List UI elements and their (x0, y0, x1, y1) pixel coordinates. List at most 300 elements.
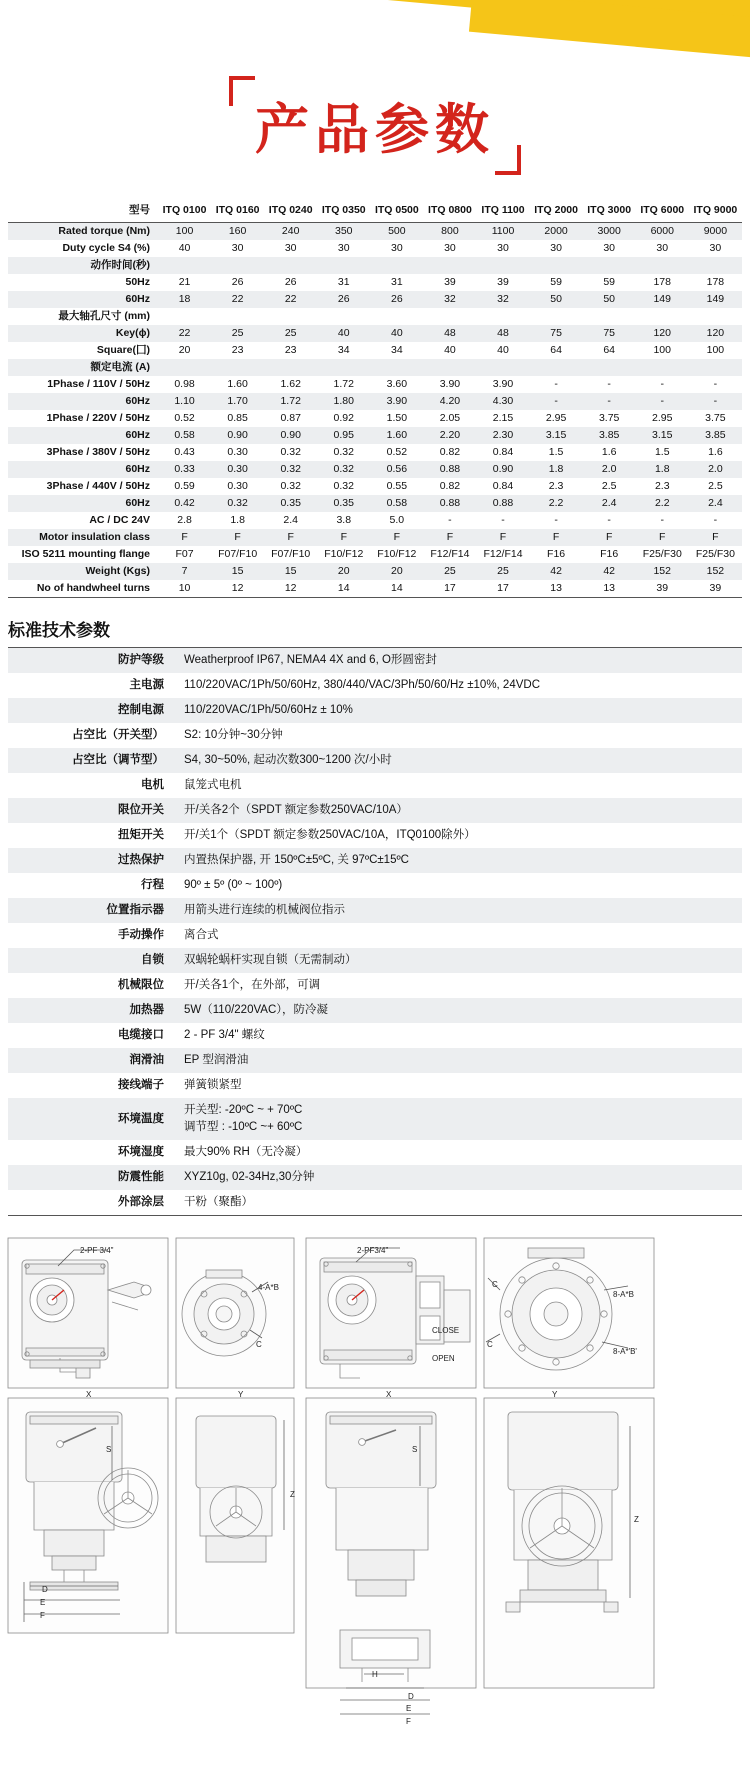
spec-cell: 40 (317, 325, 370, 342)
spec-cell: 30 (317, 240, 370, 257)
spec-cell: - (636, 512, 689, 529)
spec-cell: 34 (317, 342, 370, 359)
spec-cell: F (264, 529, 317, 546)
standard-param-row (8, 1140, 742, 1165)
spec-cell: 3.90 (423, 376, 476, 393)
dimension-label: D (42, 1585, 48, 1594)
spec-cell: 13 (530, 580, 583, 598)
standard-param-row (8, 648, 742, 674)
spec-cell: 3.8 (317, 512, 370, 529)
spec-cell: 25 (423, 563, 476, 580)
spec-cell: 120 (689, 325, 742, 342)
spec-row-label: 1Phase / 220V / 50Hz (8, 410, 158, 427)
spec-cell: 40 (370, 325, 423, 342)
spec-row-label: 额定电流 (A) (8, 359, 158, 376)
spec-cell: 7 (158, 563, 211, 580)
spec-model-header: ITQ 3000 (583, 202, 636, 223)
spec-table-row (8, 461, 742, 478)
spec-cell: 30 (476, 240, 529, 257)
spec-cell: 25 (264, 325, 317, 342)
spec-cell: 48 (423, 325, 476, 342)
spec-cell: 0.82 (423, 478, 476, 495)
spec-table-row (8, 512, 742, 529)
spec-model-header: ITQ 0500 (370, 202, 423, 223)
standard-param-value: 双蜗轮蜗杆实现自锁（无需制动） (178, 948, 742, 973)
spec-cell: 30 (211, 240, 264, 257)
standard-param-key: 电缆接口 (8, 1023, 178, 1048)
spec-cell: 31 (370, 274, 423, 291)
standard-param-value: 干粉（聚酯） (178, 1190, 742, 1216)
spec-cell: 2.0 (689, 461, 742, 478)
spec-cell: 1.70 (211, 393, 264, 410)
spec-cell (370, 359, 423, 376)
spec-cell: F10/F12 (317, 546, 370, 563)
standard-param-row (8, 1190, 742, 1216)
spec-table-row (8, 274, 742, 291)
standard-param-key: 机械限位 (8, 973, 178, 998)
spec-cell: 34 (370, 342, 423, 359)
spec-cell: 39 (423, 274, 476, 291)
standard-param-value: 开/关1个（SPDT 额定参数250VAC/10A，ITQ0100除外） (178, 823, 742, 848)
spec-model-header: ITQ 0800 (423, 202, 476, 223)
spec-cell: 1.62 (264, 376, 317, 393)
spec-cell: 2.95 (636, 410, 689, 427)
spec-cell: 42 (530, 563, 583, 580)
spec-cell: 2.4 (264, 512, 317, 529)
standard-param-value: 110/220VAC/1Ph/50/60Hz ± 10% (178, 698, 742, 723)
spec-cell: 2.3 (636, 478, 689, 495)
spec-cell: 2.4 (689, 495, 742, 512)
spec-cell: 2.0 (583, 461, 636, 478)
spec-cell: 17 (476, 580, 529, 598)
spec-cell: F25/F30 (689, 546, 742, 563)
spec-cell: 3.90 (370, 393, 423, 410)
spec-cell (264, 257, 317, 274)
spec-table-row (8, 580, 742, 598)
dimension-label: OPEN (432, 1354, 455, 1363)
spec-cell: 26 (211, 274, 264, 291)
spec-cell: 0.33 (158, 461, 211, 478)
spec-cell: 149 (689, 291, 742, 308)
spec-table-row (8, 325, 742, 342)
standard-param-value: 90º ± 5º (0º ~ 100º) (178, 873, 742, 898)
spec-cell: F (211, 529, 264, 546)
standard-param-value: 离合式 (178, 923, 742, 948)
spec-cell: 40 (423, 342, 476, 359)
standard-params-table (8, 647, 742, 1216)
spec-cell: F (423, 529, 476, 546)
spec-table (8, 202, 742, 598)
spec-table-row (8, 376, 742, 393)
spec-cell: 50 (583, 291, 636, 308)
standard-param-key: 位置指示器 (8, 898, 178, 923)
spec-cell: 152 (636, 563, 689, 580)
spec-cell: 0.32 (211, 495, 264, 512)
standard-param-value: Weatherproof IP67, NEMA4 4X and 6, O形圆密封 (178, 648, 742, 674)
spec-cell: 22 (158, 325, 211, 342)
spec-cell (423, 308, 476, 325)
spec-cell: 1.72 (317, 376, 370, 393)
standard-param-row (8, 673, 742, 698)
spec-row-label: 60Hz (8, 461, 158, 478)
spec-cell (583, 359, 636, 376)
standard-param-row (8, 973, 742, 998)
spec-cell: - (583, 512, 636, 529)
spec-cell: 18 (158, 291, 211, 308)
spec-cell: 0.43 (158, 444, 211, 461)
spec-cell: 2.5 (583, 478, 636, 495)
spec-cell: 100 (636, 342, 689, 359)
spec-cell (423, 359, 476, 376)
spec-cell: 3.15 (530, 427, 583, 444)
standard-param-row (8, 1073, 742, 1098)
spec-cell: - (583, 376, 636, 393)
standard-param-row (8, 998, 742, 1023)
spec-cell: 1.5 (530, 444, 583, 461)
spec-cell (530, 257, 583, 274)
spec-cell: 1.72 (264, 393, 317, 410)
dimension-label: X (386, 1390, 392, 1399)
spec-cell: 50 (530, 291, 583, 308)
spec-table-row (8, 427, 742, 444)
page-title (229, 92, 521, 167)
spec-cell: 0.85 (211, 410, 264, 427)
spec-cell: 1.60 (211, 376, 264, 393)
standard-param-value: 弹簧锁紧型 (178, 1073, 742, 1098)
section-heading: 标准技术参数 (8, 621, 110, 641)
spec-cell: 6000 (636, 223, 689, 241)
spec-cell: 3000 (583, 223, 636, 241)
standard-param-key: 环境湿度 (8, 1140, 178, 1165)
spec-cell: 64 (583, 342, 636, 359)
spec-cell: 2.05 (423, 410, 476, 427)
standard-param-value: 开关型: -20ºC ~ + 70ºC 调节型 : -10ºC ~+ 60ºC (178, 1098, 742, 1140)
spec-cell (476, 359, 529, 376)
spec-cell (158, 308, 211, 325)
spec-cell: 3.90 (476, 376, 529, 393)
spec-cell: 75 (583, 325, 636, 342)
spec-cell: 1.10 (158, 393, 211, 410)
spec-cell: 0.32 (317, 444, 370, 461)
spec-cell: 40 (158, 240, 211, 257)
spec-cell: 39 (476, 274, 529, 291)
spec-cell: 20 (158, 342, 211, 359)
spec-cell: 26 (264, 274, 317, 291)
spec-cell: - (689, 376, 742, 393)
spec-cell (423, 257, 476, 274)
standard-param-key: 占空比（开关型） (8, 723, 178, 748)
dimension-label: Z (290, 1490, 295, 1499)
standard-param-value: 开/关各2个（SPDT 额定参数250VAC/10A） (178, 798, 742, 823)
spec-model-header: ITQ 2000 (530, 202, 583, 223)
dimension-label: 2-PF 3/4" (80, 1246, 114, 1255)
standard-param-key: 限位开关 (8, 798, 178, 823)
spec-cell (264, 308, 317, 325)
spec-cell: 4.20 (423, 393, 476, 410)
spec-cell: 1100 (476, 223, 529, 241)
title-corner-bottom-right (495, 145, 521, 175)
spec-cell: - (636, 376, 689, 393)
spec-cell: 160 (211, 223, 264, 241)
spec-cell: 1.5 (636, 444, 689, 461)
standard-param-key: 行程 (8, 873, 178, 898)
spec-cell (211, 257, 264, 274)
spec-cell: 2.2 (530, 495, 583, 512)
spec-cell (317, 257, 370, 274)
standard-param-key: 环境温度 (8, 1098, 178, 1140)
spec-cell: 1.80 (317, 393, 370, 410)
spec-cell: 2.95 (530, 410, 583, 427)
spec-cell: 3.75 (689, 410, 742, 427)
spec-cell: 30 (636, 240, 689, 257)
dimension-label: 8-A*B (613, 1290, 634, 1299)
spec-cell: - (689, 393, 742, 410)
spec-model-header: ITQ 0160 (211, 202, 264, 223)
spec-cell (264, 359, 317, 376)
standard-param-row (8, 698, 742, 723)
spec-cell: 2.30 (476, 427, 529, 444)
spec-cell: 178 (689, 274, 742, 291)
spec-cell: 3.75 (583, 410, 636, 427)
spec-cell: - (583, 393, 636, 410)
spec-cell: F12/F14 (476, 546, 529, 563)
dimension-label: F (406, 1717, 411, 1726)
spec-cell: 39 (636, 580, 689, 598)
standard-params-body (8, 648, 742, 1216)
spec-cell: 800 (423, 223, 476, 241)
spec-cell: 21 (158, 274, 211, 291)
spec-model-label: 型号 (8, 202, 158, 223)
spec-cell: 30 (583, 240, 636, 257)
dimension-label: D (408, 1692, 414, 1701)
spec-cell: 120 (636, 325, 689, 342)
spec-cell: F25/F30 (636, 546, 689, 563)
standard-param-row (8, 1098, 742, 1140)
spec-row-label: Duty cycle S4 (%) (8, 240, 158, 257)
spec-cell: 3.60 (370, 376, 423, 393)
spec-cell: 0.32 (264, 444, 317, 461)
standard-param-row (8, 773, 742, 798)
standard-param-key: 扭矩开关 (8, 823, 178, 848)
standard-param-row (8, 898, 742, 923)
spec-cell: 0.90 (264, 427, 317, 444)
spec-model-header: ITQ 0350 (317, 202, 370, 223)
spec-cell: 75 (530, 325, 583, 342)
spec-cell: 0.58 (370, 495, 423, 512)
spec-cell: 0.30 (211, 461, 264, 478)
title-corner-top-left (229, 76, 255, 106)
spec-cell: - (530, 393, 583, 410)
spec-cell: 1.8 (636, 461, 689, 478)
standard-param-key: 手动操作 (8, 923, 178, 948)
spec-cell: 0.52 (158, 410, 211, 427)
spec-cell: 0.32 (264, 461, 317, 478)
spec-table-row (8, 291, 742, 308)
spec-table-row (8, 444, 742, 461)
standard-param-value: XYZ10g, 02-34Hz,30分钟 (178, 1165, 742, 1190)
spec-cell: 0.35 (317, 495, 370, 512)
spec-cell: 5.0 (370, 512, 423, 529)
spec-row-label: 1Phase / 110V / 50Hz (8, 376, 158, 393)
dimension-label: S (106, 1445, 112, 1454)
spec-cell: 0.52 (370, 444, 423, 461)
spec-cell: 59 (530, 274, 583, 291)
standard-param-row (8, 1165, 742, 1190)
spec-table-row (8, 240, 742, 257)
spec-cell: F (158, 529, 211, 546)
spec-cell: 32 (423, 291, 476, 308)
standard-param-key: 过热保护 (8, 848, 178, 873)
standard-param-row (8, 823, 742, 848)
standard-param-row (8, 723, 742, 748)
spec-cell: - (423, 512, 476, 529)
standard-param-value: 用箭头进行连续的机械阀位指示 (178, 898, 742, 923)
spec-row-label: 3Phase / 380V / 50Hz (8, 444, 158, 461)
dimension-label: S (412, 1445, 418, 1454)
spec-cell: 22 (211, 291, 264, 308)
spec-cell: 10 (158, 580, 211, 598)
spec-cell: 152 (689, 563, 742, 580)
spec-cell: 9000 (689, 223, 742, 241)
spec-cell (370, 257, 423, 274)
spec-row-label: Square(囗) (8, 342, 158, 359)
spec-cell: 26 (370, 291, 423, 308)
dimension-label: Z (634, 1515, 639, 1524)
spec-cell: - (530, 512, 583, 529)
spec-cell: - (689, 512, 742, 529)
dimension-label: C (487, 1340, 493, 1349)
spec-cell (158, 359, 211, 376)
dimension-label: E (40, 1598, 46, 1607)
spec-cell: F (317, 529, 370, 546)
spec-cell (211, 308, 264, 325)
spec-row-label: No of handwheel turns (8, 580, 158, 598)
spec-cell: 30 (689, 240, 742, 257)
spec-cell: 1.50 (370, 410, 423, 427)
spec-table-row (8, 478, 742, 495)
spec-cell: 22 (264, 291, 317, 308)
spec-cell: 0.56 (370, 461, 423, 478)
spec-cell: 0.84 (476, 444, 529, 461)
spec-cell: 30 (530, 240, 583, 257)
spec-cell: F10/F12 (370, 546, 423, 563)
spec-cell: 13 (583, 580, 636, 598)
spec-cell (689, 257, 742, 274)
spec-cell: 0.95 (317, 427, 370, 444)
standard-param-key: 防震性能 (8, 1165, 178, 1190)
standard-param-value: 110/220VAC/1Ph/50/60Hz, 380/440/VAC/3Ph/50/60/Hz ±10%, 24VDC (178, 673, 742, 698)
spec-cell: 23 (211, 342, 264, 359)
spec-table-header-row (8, 202, 742, 223)
spec-cell: 0.32 (264, 478, 317, 495)
dimension-label: Y (238, 1390, 244, 1399)
spec-cell: 15 (211, 563, 264, 580)
dimension-label: E (406, 1704, 412, 1713)
spec-table-row (8, 546, 742, 563)
dimension-label: CLOSE (432, 1326, 460, 1335)
spec-table-row (8, 393, 742, 410)
standard-param-row (8, 948, 742, 973)
spec-cell: 0.98 (158, 376, 211, 393)
spec-cell: 100 (158, 223, 211, 241)
standard-param-row (8, 848, 742, 873)
standard-param-key: 控制电源 (8, 698, 178, 723)
spec-cell: 32 (476, 291, 529, 308)
spec-cell: 1.6 (583, 444, 636, 461)
spec-cell (530, 308, 583, 325)
spec-cell: 64 (530, 342, 583, 359)
spec-cell: 0.90 (211, 427, 264, 444)
standard-param-value: 鼠笼式电机 (178, 773, 742, 798)
spec-cell (211, 359, 264, 376)
spec-row-label: 60Hz (8, 427, 158, 444)
spec-cell: 42 (583, 563, 636, 580)
spec-row-label: 60Hz (8, 291, 158, 308)
spec-cell: 0.30 (211, 444, 264, 461)
standard-param-value: 内置热保护器, 开 150ºC±5ºC, 关 97ºC±15ºC (178, 848, 742, 873)
spec-cell: - (530, 376, 583, 393)
standard-param-row (8, 1048, 742, 1073)
spec-row-label: Rated torque (Nm) (8, 223, 158, 241)
standard-param-row (8, 873, 742, 898)
spec-table-row (8, 563, 742, 580)
dimension-label: 4-A*B (258, 1283, 279, 1292)
spec-table-row (8, 495, 742, 512)
spec-cell: 30 (264, 240, 317, 257)
spec-row-label: Weight (Kgs) (8, 563, 158, 580)
standard-param-row (8, 1023, 742, 1048)
spec-cell: 0.90 (476, 461, 529, 478)
dimension-drawings (0, 1230, 750, 1730)
spec-cell: 3.85 (583, 427, 636, 444)
standard-param-value: 2 - PF 3/4" 螺纹 (178, 1023, 742, 1048)
spec-cell: 0.42 (158, 495, 211, 512)
spec-cell: F16 (530, 546, 583, 563)
spec-row-label: 最大轴孔尺寸 (mm) (8, 308, 158, 325)
spec-cell (689, 359, 742, 376)
spec-cell: 178 (636, 274, 689, 291)
spec-cell: 0.88 (476, 495, 529, 512)
spec-cell: 25 (476, 563, 529, 580)
page-title-area (0, 92, 750, 202)
spec-model-header: ITQ 0240 (264, 202, 317, 223)
spec-cell: 40 (476, 342, 529, 359)
spec-cell (476, 308, 529, 325)
spec-cell (583, 308, 636, 325)
spec-cell: 0.59 (158, 478, 211, 495)
spec-cell: 23 (264, 342, 317, 359)
spec-cell: 20 (317, 563, 370, 580)
spec-table-row (8, 359, 742, 376)
dimension-label: H (372, 1670, 378, 1679)
dimension-label: X (86, 1390, 92, 1399)
spec-table-row (8, 308, 742, 325)
dimension-label: Y (552, 1390, 558, 1399)
dimension-label: F (40, 1611, 45, 1620)
spec-model-header: ITQ 1100 (476, 202, 529, 223)
spec-cell (158, 257, 211, 274)
spec-cell: F16 (583, 546, 636, 563)
dimension-label: C (492, 1280, 498, 1289)
spec-cell: 14 (317, 580, 370, 598)
spec-cell: 1.8 (211, 512, 264, 529)
spec-cell: - (476, 512, 529, 529)
spec-cell: F (530, 529, 583, 546)
spec-cell: F12/F14 (423, 546, 476, 563)
spec-cell: 0.55 (370, 478, 423, 495)
spec-cell: 0.32 (317, 478, 370, 495)
spec-model-header: ITQ 9000 (689, 202, 742, 223)
